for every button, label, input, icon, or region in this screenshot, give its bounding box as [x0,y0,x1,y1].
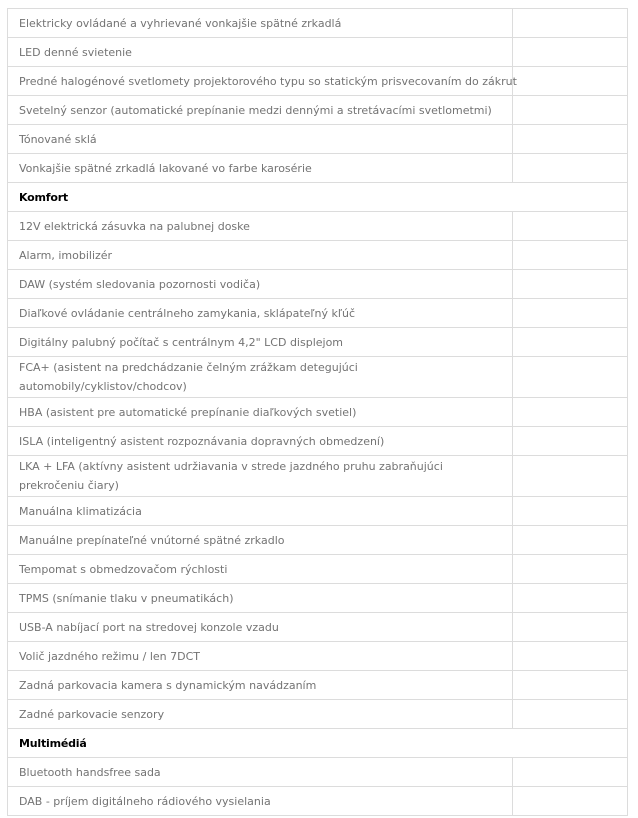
feature-label: Manuálne prepínateľné vnútorné spätné zrkadlo [8,526,513,555]
feature-label: Tónované sklá [8,125,513,154]
feature-value [513,427,628,456]
feature-value [513,398,628,427]
feature-value [513,154,628,183]
table-row [8,456,628,497]
table-row [8,154,628,183]
feature-label: Alarm, imobilizér [8,241,513,270]
table-row [8,613,628,642]
section-header-row [8,183,628,212]
table-row [8,96,628,125]
feature-value [513,299,628,328]
table-row [8,241,628,270]
feature-value [513,613,628,642]
feature-label: Manuálna klimatizácia [8,497,513,526]
table-row [8,555,628,584]
table-row [8,526,628,555]
feature-label: Diaľkové ovládanie centrálneho zamykania, sklápateľný kľúč [8,299,513,328]
table-row [8,125,628,154]
table-row [8,67,628,96]
feature-value [513,584,628,613]
feature-value [513,758,628,787]
table-row [8,9,628,38]
feature-value [513,787,628,816]
section-title: Komfort [8,183,628,212]
table-row [8,642,628,671]
table-row [8,584,628,613]
feature-label: Zadné parkovacie senzory [8,700,513,729]
feature-value [513,67,628,96]
table-row [8,398,628,427]
feature-value [513,357,628,398]
feature-label: LED denné svietenie [8,38,513,67]
table-row [8,328,628,357]
feature-label: FCA+ (asistent na predchádzanie čelným zrážkam detegujúci automobily/cyklistov/chodcov) [8,357,513,398]
table-row [8,270,628,299]
feature-label: DAB - príjem digitálneho rádiového vysielania [8,787,513,816]
section-title: Multimédiá [8,729,628,758]
feature-label: Vonkajšie spätné zrkadlá lakované vo farbe karosérie [8,154,513,183]
feature-value [513,38,628,67]
table-row [8,700,628,729]
feature-label: Svetelný senzor (automatické prepínanie medzi dennými a stretávacími svetlometmi) [8,96,513,125]
feature-value [513,96,628,125]
feature-label: DAW (systém sledovania pozornosti vodiča) [8,270,513,299]
feature-label: USB-A nabíjací port na stredovej konzole vzadu [8,613,513,642]
feature-label: HBA (asistent pre automatické prepínanie diaľkových svetiel) [8,398,513,427]
feature-value [513,212,628,241]
table-row [8,758,628,787]
feature-value [513,9,628,38]
feature-label: TPMS (snímanie tlaku v pneumatikách) [8,584,513,613]
feature-value [513,526,628,555]
table-row [8,299,628,328]
section-header-row [8,729,628,758]
feature-value [513,270,628,299]
feature-label: Zadná parkovacia kamera s dynamickým navádzaním [8,671,513,700]
feature-value [513,555,628,584]
feature-value [513,125,628,154]
feature-label: Digitálny palubný počítač s centrálnym 4,2" LCD displejom [8,328,513,357]
feature-label: Bluetooth handsfree sada [8,758,513,787]
feature-value [513,700,628,729]
spec-table-body [8,9,628,816]
table-row [8,497,628,526]
feature-label: Tempomat s obmedzovačom rýchlosti [8,555,513,584]
feature-value [513,642,628,671]
feature-value [513,241,628,270]
feature-label: 12V elektrická zásuvka na palubnej doske [8,212,513,241]
feature-label: Elektricky ovládané a vyhrievané vonkajšie spätné zrkadlá [8,9,513,38]
table-row [8,427,628,456]
table-row [8,212,628,241]
table-row [8,357,628,398]
feature-label: LKA + LFA (aktívny asistent udržiavania v strede jazdného pruhu zabraňujúci prekročeniu čiary) [8,456,513,497]
table-row [8,671,628,700]
feature-label: Volič jazdného režimu / len 7DCT [8,642,513,671]
table-row [8,787,628,816]
feature-value [513,328,628,357]
feature-value [513,671,628,700]
feature-label: ISLA (inteligentný asistent rozpoznávania dopravných obmedzení) [8,427,513,456]
feature-label: Predné halogénové svetlomety projektorového typu so statickým prisvecovaním do zákrut [8,67,513,96]
table-row [8,38,628,67]
feature-value [513,497,628,526]
equipment-spec-table [7,8,628,816]
feature-value [513,456,628,497]
